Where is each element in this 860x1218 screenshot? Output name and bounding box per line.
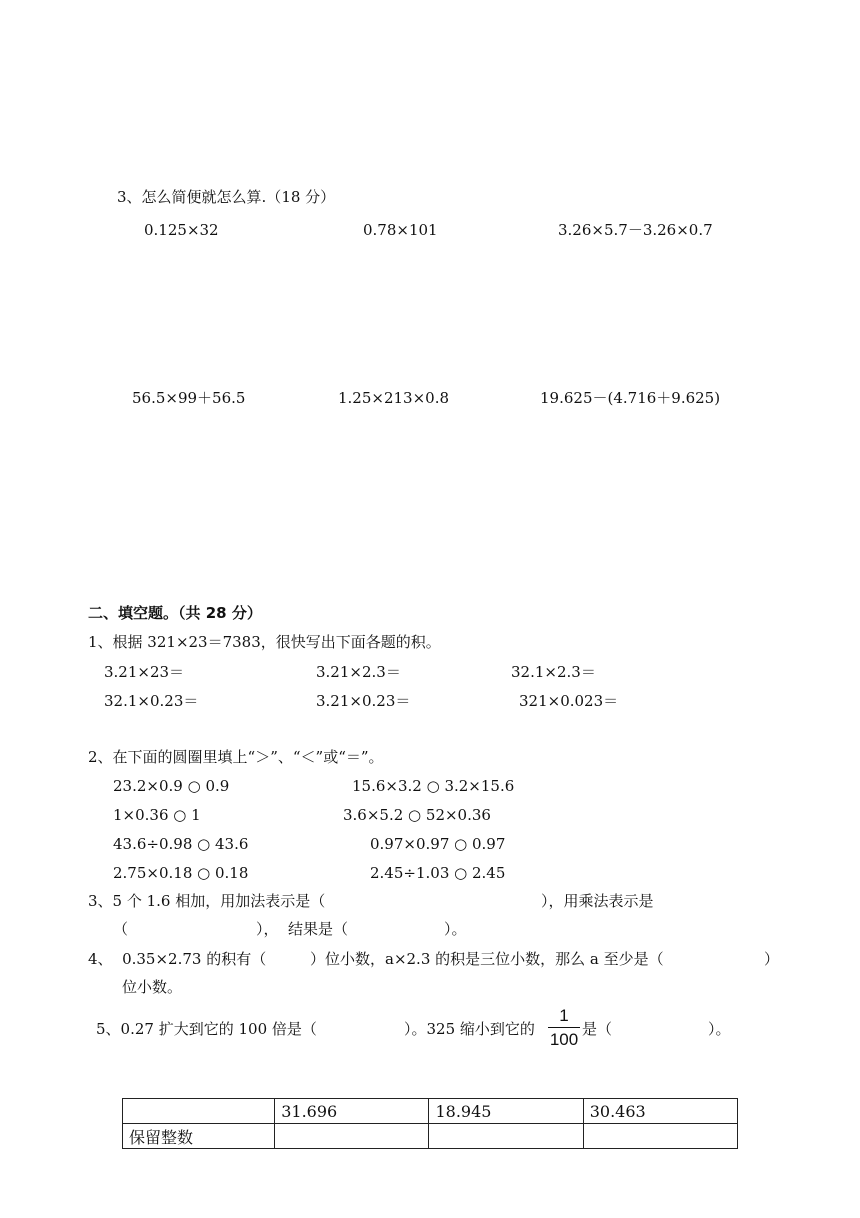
- section-title: 二、填空题。（共 28 分）: [88, 604, 262, 622]
- fill-q5-text: 是（: [582, 1020, 613, 1038]
- table-row-label: 保留整数: [123, 1124, 275, 1149]
- fraction-numerator: 1: [559, 1006, 569, 1025]
- table-cell-empty: [583, 1124, 737, 1149]
- fill-q2-text: 2、在下面的圆圈里填上“＞”、“＜”或“＝”。: [88, 748, 384, 766]
- fill-q3-text: 3、5 个 1.6 相加，用加法表示是（: [88, 892, 326, 910]
- fill-q1-item: 3.21×23＝: [104, 663, 185, 681]
- compare-item: 43.6÷0.98 ○ 43.6: [113, 835, 249, 853]
- fill-q4-text: ）位小数，a×2.3 的积是三位小数，那么 a 至少是（: [310, 950, 664, 968]
- table-row: [123, 1124, 738, 1149]
- rounding-table: [122, 1098, 738, 1149]
- fill-q5-text: ）。: [708, 1020, 731, 1038]
- fill-q1-item: 321×0.023＝: [519, 692, 619, 710]
- calc-item: 0.125×32: [144, 221, 219, 239]
- fill-q3-text: ），用乘法表示是: [541, 892, 654, 910]
- fill-q1-text: 1、根据 321×23＝7383，很快写出下面各题的积。: [88, 633, 441, 651]
- compare-item: 3.6×5.2 ○ 52×0.36: [343, 806, 491, 824]
- compare-item: 2.45÷1.03 ○ 2.45: [370, 864, 506, 882]
- table-cell: 18.945: [429, 1099, 583, 1124]
- calc-item: 19.625－(4.716＋9.625): [540, 389, 721, 407]
- fill-q4-text: 位小数。: [122, 978, 183, 996]
- compare-item: 2.75×0.18 ○ 0.18: [113, 864, 249, 882]
- calc-item: 3.26×5.7－3.26×0.7: [558, 221, 713, 239]
- fill-q3-text: （: [113, 920, 129, 938]
- fill-q5-text: ）。325 缩小到它的: [404, 1020, 535, 1038]
- fill-q3-text: ）， 结果是（: [256, 920, 349, 938]
- fraction-denominator: 100: [549, 1030, 579, 1049]
- compare-item: 1×0.36 ○ 1: [113, 806, 201, 824]
- table-cell: 30.463: [583, 1099, 737, 1124]
- fill-q4-text: ）: [764, 950, 780, 968]
- fill-q1-item: 32.1×2.3＝: [511, 663, 596, 681]
- fill-q1-item: 3.21×0.23＝: [316, 692, 411, 710]
- fill-q3-text: ）。: [444, 920, 467, 938]
- table-row: [123, 1099, 738, 1124]
- fill-q4-text: 4、 0.35×2.73 的积有（: [88, 950, 267, 968]
- fill-q1-item: 32.1×0.23＝: [104, 692, 199, 710]
- table-cell-empty: [429, 1124, 583, 1149]
- calc-item: 1.25×213×0.8: [338, 389, 450, 407]
- calc-item: 56.5×99＋56.5: [132, 389, 246, 407]
- compare-item: 23.2×0.9 ○ 0.9: [113, 777, 230, 795]
- compare-item: 0.97×0.97 ○ 0.97: [370, 835, 506, 853]
- fraction-bar: [548, 1027, 580, 1028]
- calc-item: 0.78×101: [363, 221, 438, 239]
- table-cell: [123, 1099, 275, 1124]
- fill-q1-item: 3.21×2.3＝: [316, 663, 401, 681]
- compare-item: 15.6×3.2 ○ 3.2×15.6: [352, 777, 515, 795]
- fraction-one-hundredth: [548, 1006, 580, 1050]
- fill-q5-text: 5、0.27 扩大到它的 100 倍是（: [96, 1020, 317, 1038]
- q3-heading: 3、怎么简便就怎么算.（18 分）: [117, 188, 336, 206]
- table-cell-empty: [275, 1124, 429, 1149]
- table-cell: 31.696: [275, 1099, 429, 1124]
